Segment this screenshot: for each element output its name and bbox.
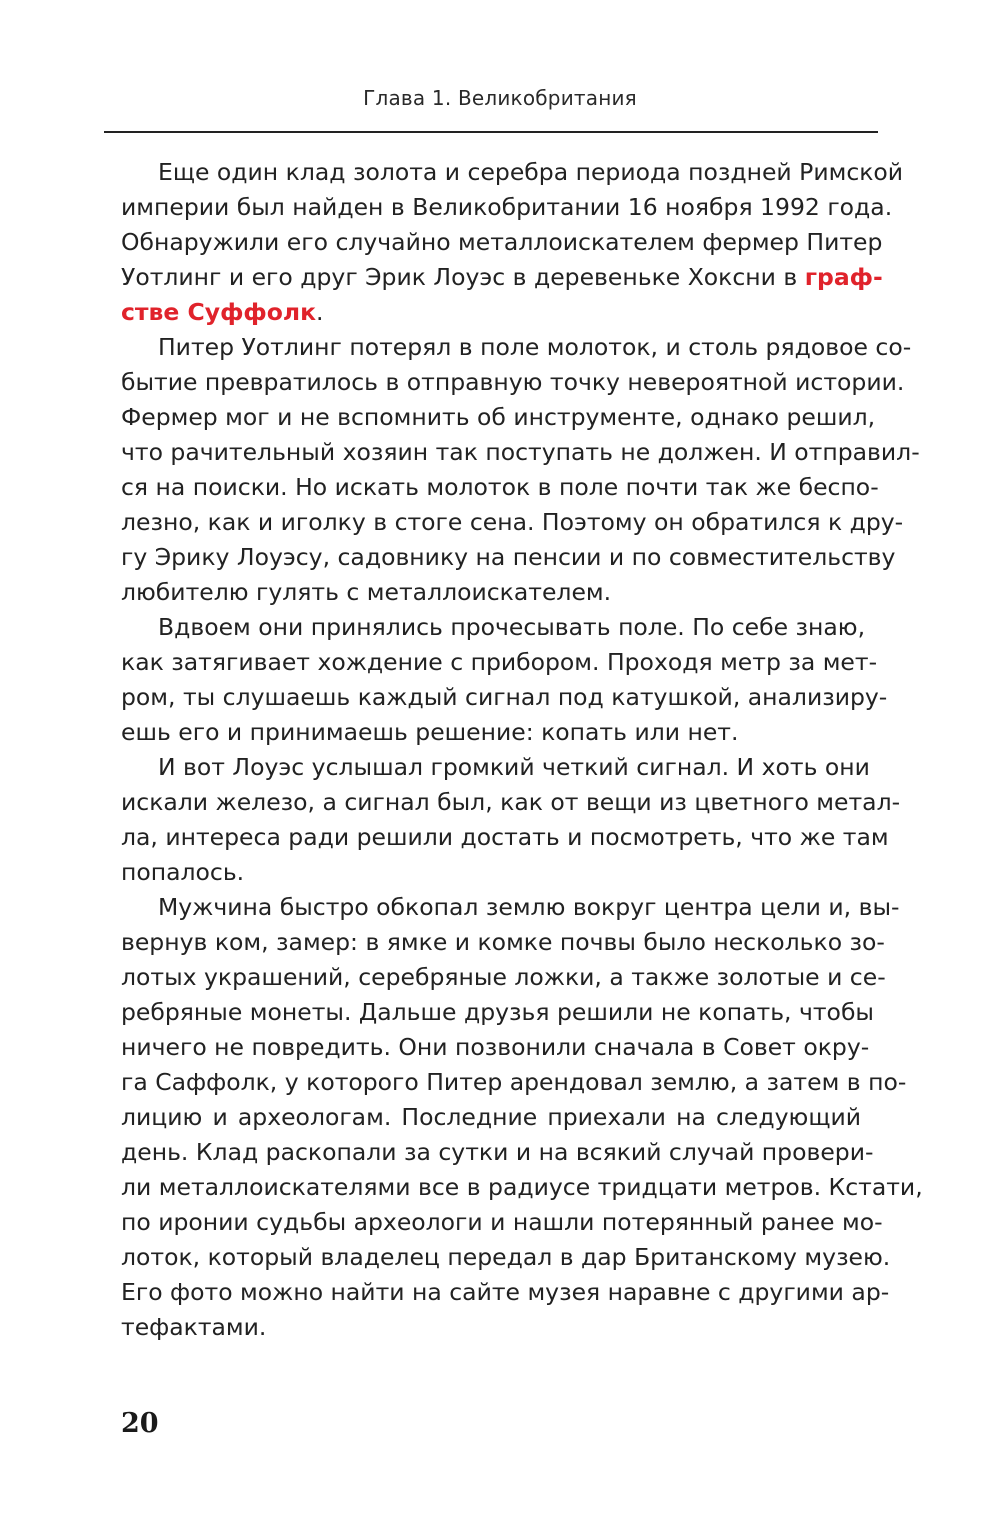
p5-line-11: лоток, который владелец передал в дар Британскому музею. — [121, 1243, 891, 1271]
p5-line-2: вернув ком, замер: в ямке и комке почвы было несколько зо- — [121, 928, 885, 956]
p3-line-2: как затягивает хождение с прибором. Проходя метр за мет- — [121, 648, 878, 676]
body-text — [121, 155, 923, 1345]
p5-line-6: га Саффолк, у которого Питер арендовал землю, а затем в по- — [121, 1068, 907, 1096]
highlight-term-part-2: стве Суффолк — [121, 298, 317, 326]
p2-line-4: что рачительный хозяин так поступать не должен. И отправил- — [121, 438, 920, 466]
page-number: 20 — [121, 1408, 159, 1439]
p1-line-5 — [121, 295, 861, 330]
p5-line-1: Мужчина быстро обкопал землю вокруг центра цели и, вы- — [158, 893, 900, 921]
p1-line-4-text: Уотлинг и его друг Эрик Лоуэс в деревеньке Хоксни в — [121, 263, 805, 291]
p2-line-5: ся на поиски. Но искать молоток в поле почти так же беспо- — [121, 473, 879, 501]
p3-line-1: Вдвоем они принялись прочесывать поле. По себе знаю, — [158, 613, 866, 641]
p1-line-3: Обнаружили его случайно металлоискателем фермер Питер — [121, 228, 883, 256]
p2-line-7: гу Эрику Лоуэсу, садовнику на пенсии и по совместительству — [121, 543, 896, 571]
highlight-term-part-1: граф- — [804, 263, 883, 291]
p1-line-2: империи был найден в Великобритании 16 ноября 1992 года. — [121, 193, 893, 221]
running-head: Глава 1. Великобритания — [363, 86, 637, 110]
p2-line-3: Фермер мог и не вспомнить об инструменте, однако решил, — [121, 403, 876, 431]
p4-line-1: И вот Лоуэс услышал громкий четкий сигнал. И хоть они — [158, 753, 870, 781]
p5-line-10: по иронии судьбы археологи и нашли потерянный ранее мо- — [121, 1208, 883, 1236]
p5-line-5: ничего не повредить. Они позвонили сначала в Совет окру- — [121, 1033, 870, 1061]
p5-line-9: ли металлоискателями все в радиусе тридцати метров. Кстати, — [121, 1173, 923, 1201]
p2-line-6: лезно, как и иголку в стоге сена. Поэтому он обратился к дру- — [121, 508, 904, 536]
p2-line-8: любителю гулять с металлоискателем. — [121, 578, 612, 606]
p4-line-4: попалось. — [121, 858, 245, 886]
p5-line-13: тефактами. — [121, 1313, 267, 1341]
p5-line-7: лицию и археологам. Последние приехали на следующий — [121, 1103, 861, 1131]
p4-line-2: искали железо, а сигнал был, как от вещи из цветного метал- — [121, 788, 901, 816]
p5-line-12: Его фото можно найти на сайте музея наравне с другими ар- — [121, 1278, 890, 1306]
p1-line-4 — [121, 260, 883, 295]
p2-line-1: Питер Уотлинг потерял в поле молоток, и столь рядовое со- — [158, 333, 912, 361]
p4-line-3: ла, интереса ради решили достать и посмотреть, что же там — [121, 823, 889, 851]
p2-line-2: бытие превратилось в отправную точку невероятной истории. — [121, 368, 905, 396]
header-rule — [104, 131, 878, 133]
p5-line-8: день. Клад раскопали за сутки и на всякий случай провери- — [121, 1138, 874, 1166]
p1-line-5-text: . — [316, 298, 324, 326]
p3-line-3: ром, ты слушаешь каждый сигнал под катушкой, анализиру- — [121, 683, 888, 711]
p3-line-4: ешь его и принимаешь решение: копать или нет. — [121, 718, 739, 746]
p5-line-3: лотых украшений, серебряные ложки, а также золотые и се- — [121, 963, 886, 991]
p1-line-1: Еще один клад золота и серебра периода поздней Римской — [158, 158, 904, 186]
p5-line-4: ребряные монеты. Дальше друзья решили не копать, чтобы — [121, 998, 874, 1026]
